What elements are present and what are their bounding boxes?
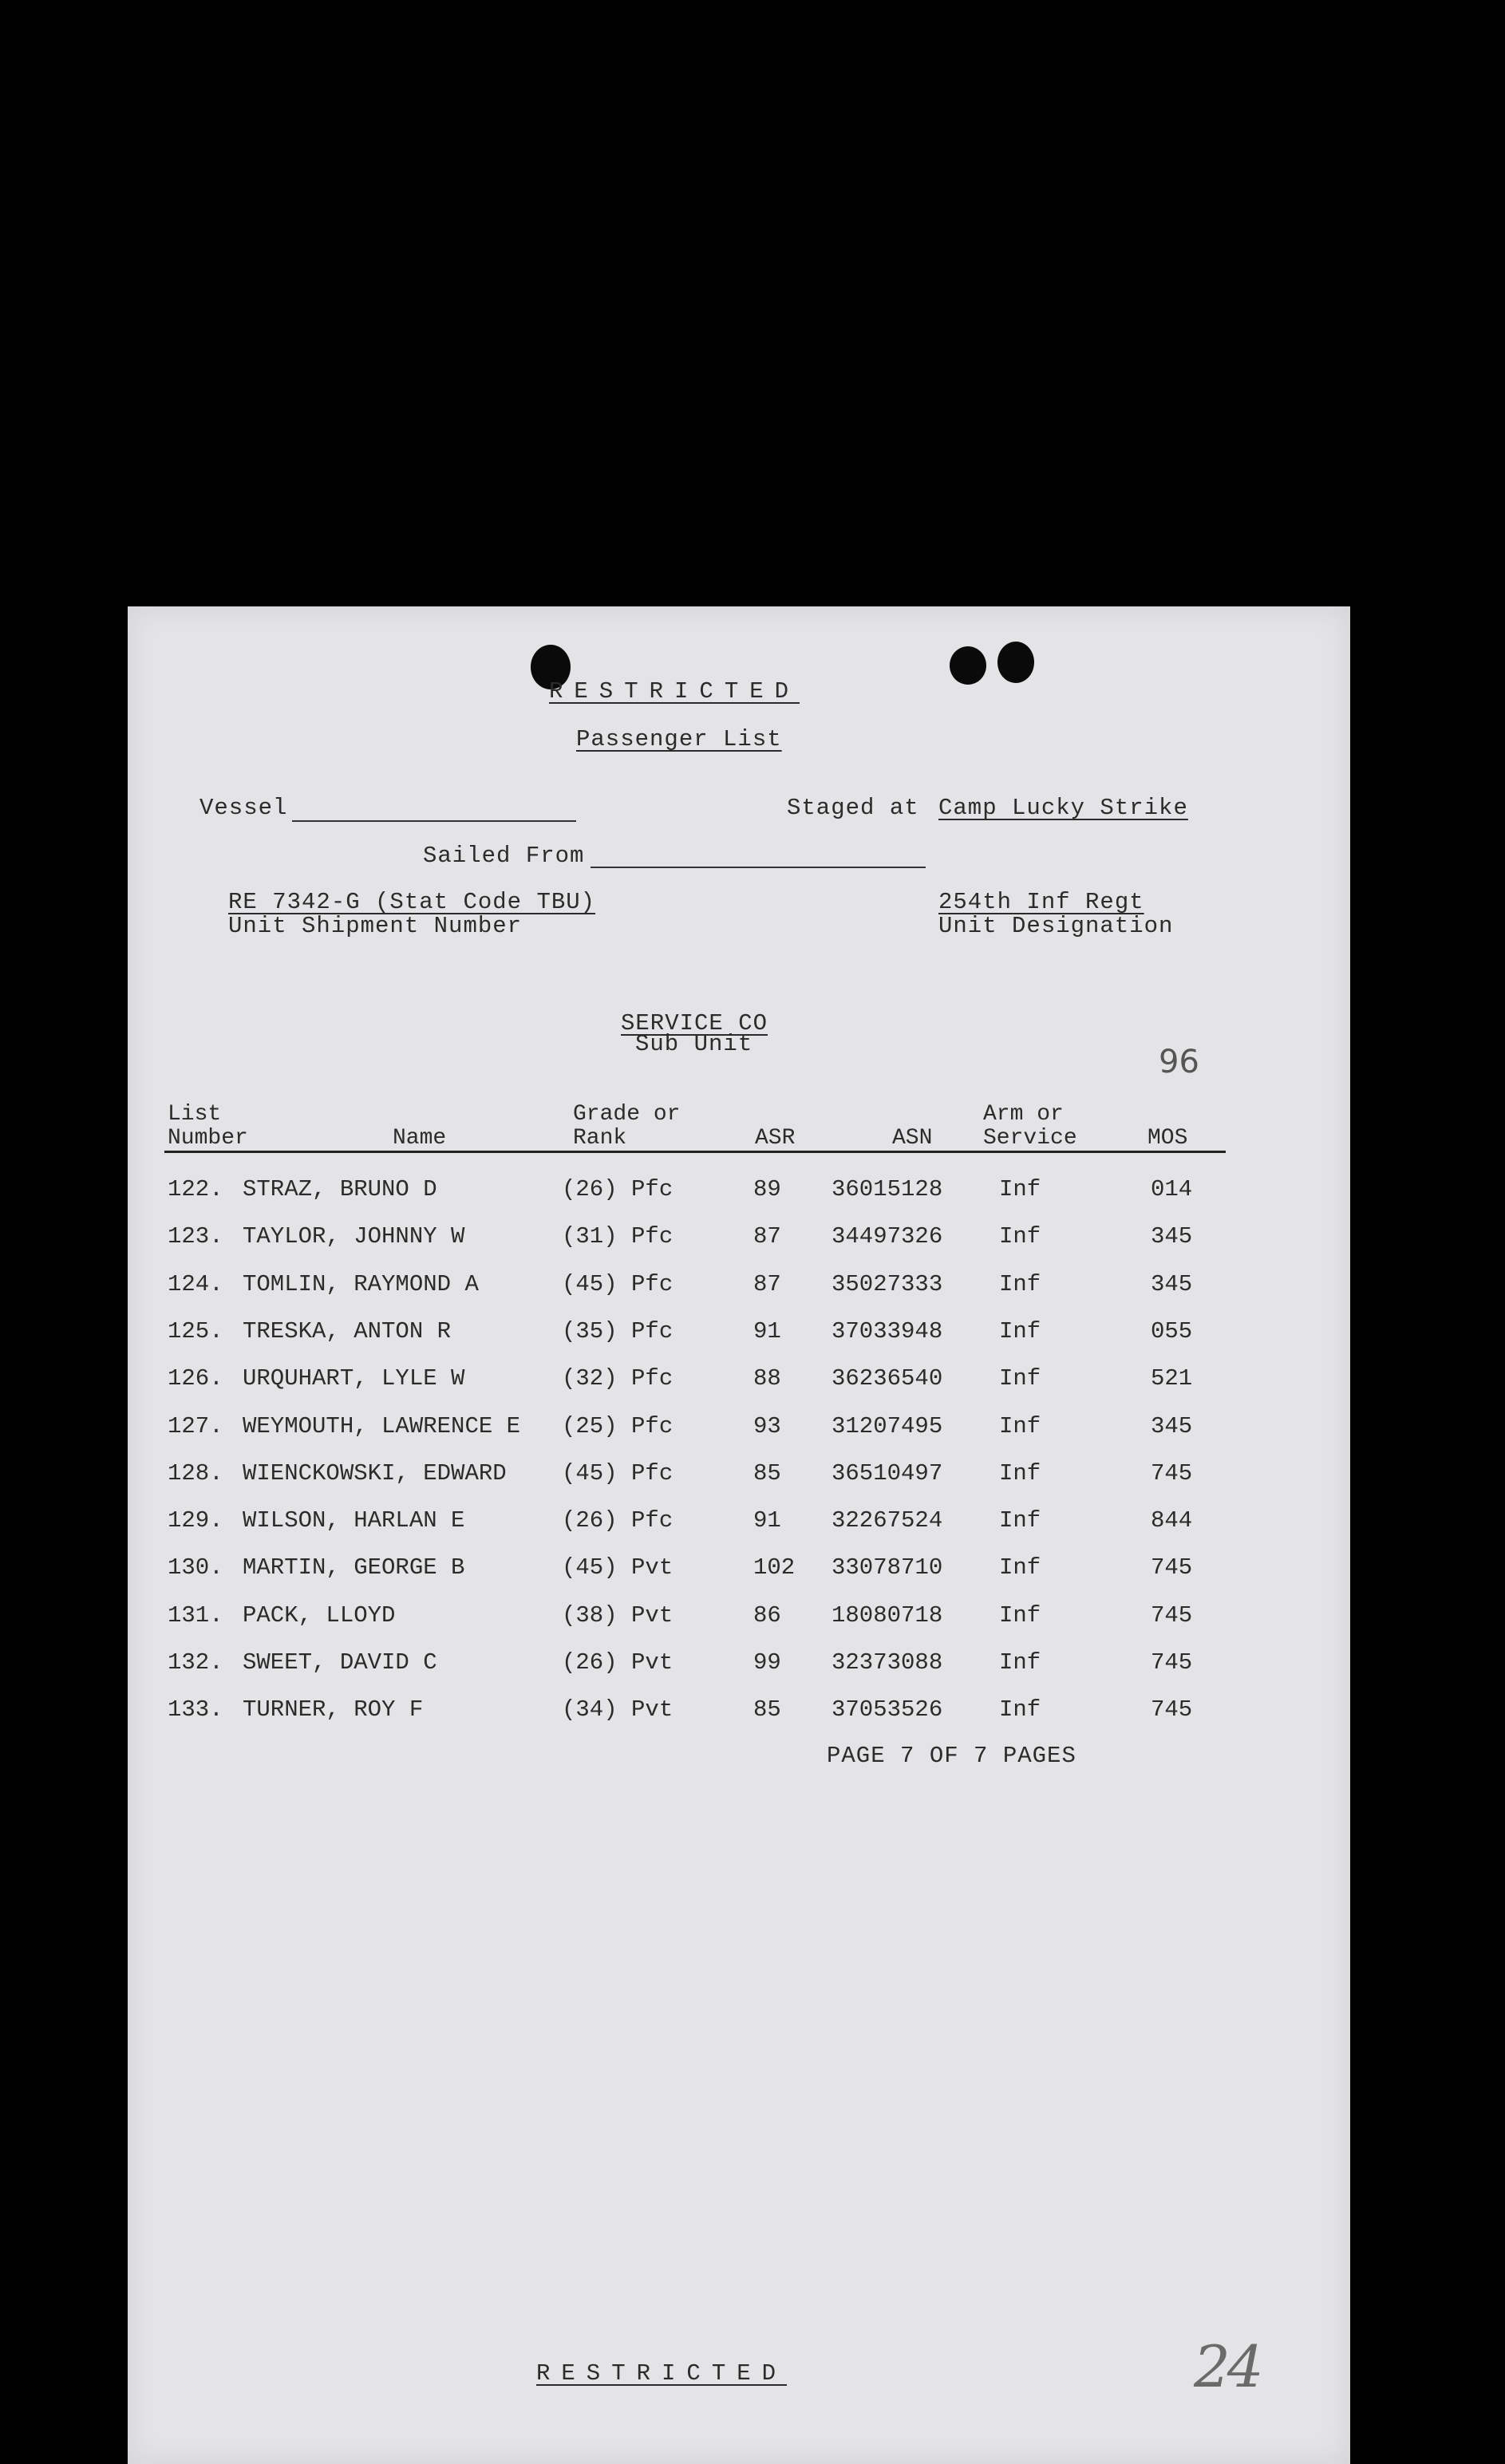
classification-footer: RESTRICTED bbox=[536, 2360, 788, 2387]
col-grade: Grade or Rank bbox=[573, 1102, 681, 1151]
row-mos: 745 bbox=[1151, 1554, 1193, 1581]
unit-shipment-caption: Unit Shipment Number bbox=[228, 913, 523, 939]
row-asr: 91 bbox=[753, 1507, 781, 1534]
table-row bbox=[128, 1365, 1245, 1397]
row-asn: 36015128 bbox=[832, 1176, 943, 1202]
col-name: Name bbox=[393, 1126, 447, 1151]
row-asr: 85 bbox=[753, 1459, 781, 1487]
col-list-number: List Number bbox=[168, 1102, 248, 1151]
row-grade: (26) Pfc bbox=[562, 1507, 673, 1534]
row-grade: (38) Pvt bbox=[562, 1601, 673, 1629]
vessel-label: Vessel bbox=[199, 795, 288, 821]
row-list-number: 123. bbox=[168, 1223, 223, 1250]
row-asn: 35027333 bbox=[832, 1270, 943, 1297]
staged-value: Camp Lucky Strike bbox=[938, 795, 1188, 821]
row-asn: 32267524 bbox=[832, 1507, 943, 1534]
row-name: TOMLIN, RAYMOND A bbox=[243, 1270, 479, 1297]
row-grade: (45) Pvt bbox=[562, 1554, 673, 1581]
row-mos: 055 bbox=[1151, 1317, 1193, 1345]
unit-designation: 254th Inf Regt bbox=[938, 889, 1144, 915]
row-list-number: 127. bbox=[168, 1412, 223, 1439]
row-name: PACK, LLOYD bbox=[243, 1601, 396, 1629]
row-mos: 745 bbox=[1151, 1696, 1193, 1724]
row-asn: 32373088 bbox=[832, 1649, 943, 1676]
row-asr: 87 bbox=[753, 1270, 781, 1297]
row-mos: 345 bbox=[1151, 1223, 1193, 1250]
row-arm-service: Inf bbox=[999, 1176, 1041, 1202]
row-grade: (34) Pvt bbox=[562, 1696, 673, 1724]
col-asn: ASN bbox=[892, 1126, 933, 1151]
unit-shipment-number: RE 7342-G (Stat Code TBU) bbox=[228, 889, 596, 915]
col-asr: ASR bbox=[755, 1126, 796, 1151]
sub-unit-caption: Sub Unit bbox=[635, 1031, 753, 1057]
row-arm-service: Inf bbox=[999, 1649, 1041, 1676]
sheet-number: 96 bbox=[1159, 1044, 1199, 1080]
row-asr: 99 bbox=[753, 1649, 781, 1676]
row-arm-service: Inf bbox=[999, 1365, 1041, 1392]
punch-hole-right-a bbox=[950, 646, 986, 685]
table-row bbox=[128, 1507, 1245, 1539]
row-list-number: 128. bbox=[168, 1459, 223, 1487]
sailed-from-blank-line bbox=[591, 867, 926, 868]
header-rule bbox=[164, 1151, 1226, 1153]
row-asn: 36236540 bbox=[832, 1365, 943, 1392]
row-list-number: 133. bbox=[168, 1696, 223, 1724]
row-grade: (25) Pfc bbox=[562, 1412, 673, 1439]
row-asr: 89 bbox=[753, 1176, 781, 1202]
row-list-number: 132. bbox=[168, 1649, 223, 1676]
row-asn: 34497326 bbox=[832, 1223, 943, 1250]
row-asn: 33078710 bbox=[832, 1554, 943, 1581]
row-mos: 345 bbox=[1151, 1270, 1193, 1297]
document-title: Passenger List bbox=[576, 726, 782, 752]
table-row bbox=[128, 1602, 1245, 1634]
row-name: TRESKA, ANTON R bbox=[243, 1317, 452, 1345]
row-name: URQUHART, LYLE W bbox=[243, 1365, 465, 1392]
row-list-number: 124. bbox=[168, 1270, 223, 1297]
row-mos: 745 bbox=[1151, 1459, 1193, 1487]
staged-label: Staged at bbox=[787, 795, 919, 821]
row-arm-service: Inf bbox=[999, 1459, 1041, 1487]
row-list-number: 125. bbox=[168, 1317, 223, 1345]
row-arm-service: Inf bbox=[999, 1412, 1041, 1439]
row-grade: (26) Pfc bbox=[562, 1176, 673, 1202]
row-grade: (45) Pfc bbox=[562, 1459, 673, 1487]
row-mos: 844 bbox=[1151, 1507, 1193, 1534]
handwritten-mark: 24 bbox=[1194, 2333, 1261, 2400]
row-arm-service: Inf bbox=[999, 1554, 1041, 1581]
row-list-number: 122. bbox=[168, 1176, 223, 1202]
row-name: SWEET, DAVID C bbox=[243, 1649, 437, 1676]
row-asn: 37053526 bbox=[832, 1696, 943, 1724]
row-grade: (31) Pfc bbox=[562, 1223, 673, 1250]
document-page bbox=[128, 606, 1350, 2464]
vessel-blank-line bbox=[292, 820, 576, 822]
sailed-from-label: Sailed From bbox=[423, 843, 585, 869]
unit-designation-caption: Unit Designation bbox=[938, 913, 1174, 939]
row-name: TURNER, ROY F bbox=[243, 1696, 424, 1724]
col-mos: MOS bbox=[1148, 1126, 1188, 1151]
classification-header: RESTRICTED bbox=[549, 678, 800, 705]
row-arm-service: Inf bbox=[999, 1507, 1041, 1534]
row-arm-service: Inf bbox=[999, 1223, 1041, 1250]
row-name: WIENCKOWSKI, EDWARD bbox=[243, 1459, 507, 1487]
row-name: WEYMOUTH, LAWRENCE E bbox=[243, 1412, 521, 1439]
row-list-number: 126. bbox=[168, 1365, 223, 1392]
row-name: STRAZ, BRUNO D bbox=[243, 1176, 437, 1202]
row-name: MARTIN, GEORGE B bbox=[243, 1554, 465, 1581]
row-arm-service: Inf bbox=[999, 1270, 1041, 1297]
row-asn: 36510497 bbox=[832, 1459, 943, 1487]
row-grade: (26) Pvt bbox=[562, 1649, 673, 1676]
row-asr: 102 bbox=[753, 1554, 796, 1581]
row-mos: 521 bbox=[1151, 1365, 1193, 1392]
row-asr: 88 bbox=[753, 1365, 781, 1392]
row-asr: 85 bbox=[753, 1696, 781, 1724]
row-name: TAYLOR, JOHNNY W bbox=[243, 1223, 465, 1250]
row-mos: 745 bbox=[1151, 1601, 1193, 1629]
row-asr: 93 bbox=[753, 1412, 781, 1439]
row-list-number: 129. bbox=[168, 1507, 223, 1534]
row-list-number: 131. bbox=[168, 1601, 223, 1629]
table-row bbox=[128, 1460, 1245, 1492]
row-grade: (45) Pfc bbox=[562, 1270, 673, 1297]
row-mos: 745 bbox=[1151, 1649, 1193, 1676]
row-arm-service: Inf bbox=[999, 1601, 1041, 1629]
row-asn: 37033948 bbox=[832, 1317, 943, 1345]
table-row bbox=[128, 1223, 1245, 1255]
row-asr: 87 bbox=[753, 1223, 781, 1250]
page-indicator: PAGE 7 OF 7 PAGES bbox=[827, 1743, 1076, 1769]
row-arm-service: Inf bbox=[999, 1696, 1041, 1724]
table-row bbox=[128, 1554, 1245, 1586]
row-name: WILSON, HARLAN E bbox=[243, 1507, 465, 1534]
col-arm-service: Arm or Service bbox=[983, 1102, 1077, 1151]
row-mos: 345 bbox=[1151, 1412, 1193, 1439]
row-asr: 86 bbox=[753, 1601, 781, 1629]
table-row bbox=[128, 1176, 1245, 1208]
table-row bbox=[128, 1649, 1245, 1681]
punch-hole-right-b bbox=[997, 642, 1034, 683]
table-row bbox=[128, 1271, 1245, 1303]
row-asn: 18080718 bbox=[832, 1601, 943, 1629]
row-asr: 91 bbox=[753, 1317, 781, 1345]
row-list-number: 130. bbox=[168, 1554, 223, 1581]
table-row bbox=[128, 1413, 1245, 1445]
row-grade: (32) Pfc bbox=[562, 1365, 673, 1392]
row-grade: (35) Pfc bbox=[562, 1317, 673, 1345]
row-mos: 014 bbox=[1151, 1176, 1193, 1202]
table-row bbox=[128, 1696, 1245, 1728]
row-asn: 31207495 bbox=[832, 1412, 943, 1439]
table-row bbox=[128, 1318, 1245, 1350]
sub-unit-value: SERVICE CO bbox=[621, 1010, 768, 1037]
row-arm-service: Inf bbox=[999, 1317, 1041, 1345]
